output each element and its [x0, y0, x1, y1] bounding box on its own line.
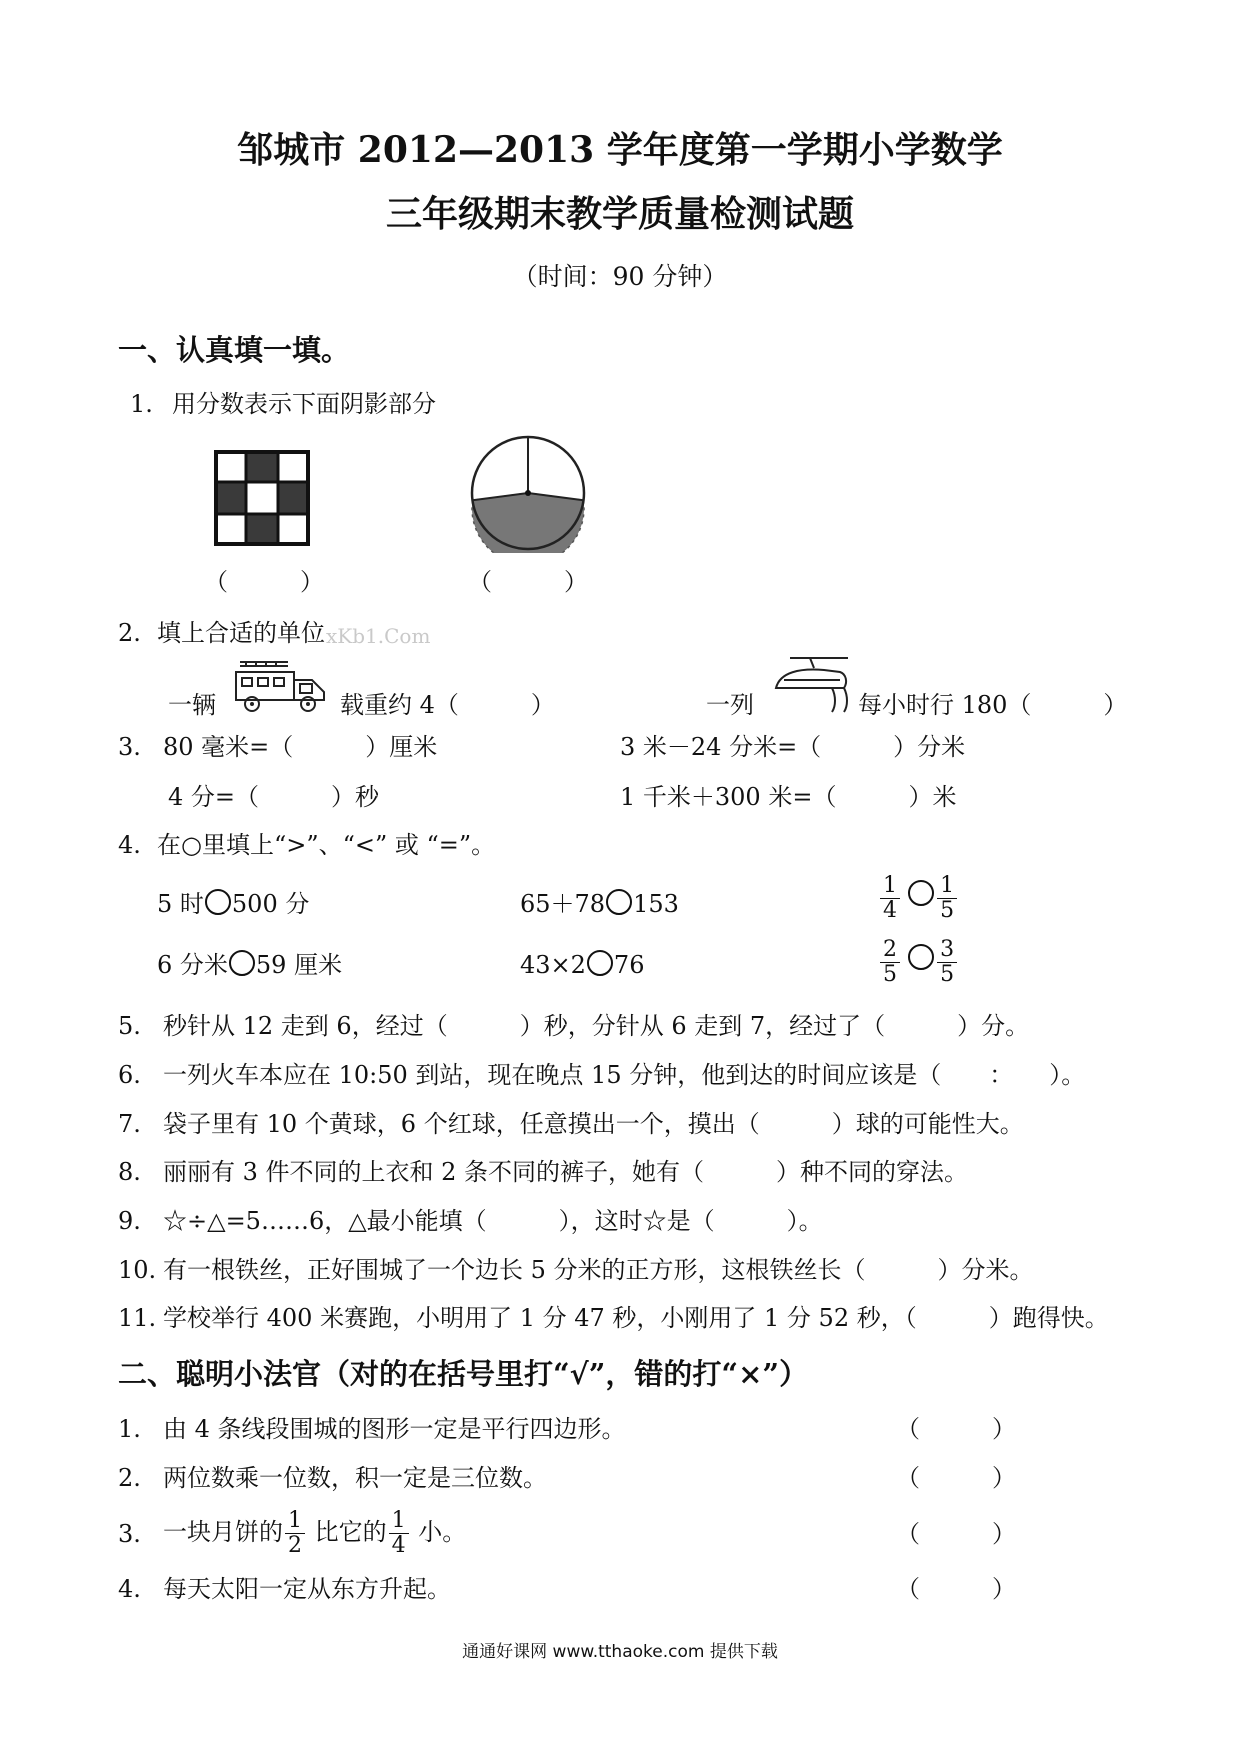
q4-r1b-right: 153 [633, 890, 679, 918]
q10-text: 有一根铁丝，正好围城了一个边长 5 分米的正方形，这根铁丝长（ ）分米。 [163, 1256, 1034, 1284]
s2-q3-text [163, 1505, 466, 1559]
q5-text: 秒针从 12 走到 6，经过（ ）秒，分针从 6 走到 7，经过了（ ）分。 [163, 1012, 1030, 1040]
s2-q3-number: 3. [118, 1520, 141, 1548]
fraction-denominator: 4 [391, 1533, 406, 1558]
q4-compare-3 [157, 950, 342, 980]
fire-truck-icon [232, 656, 332, 714]
q4-text: 在○里填上“>”、“<” 或 “=”。 [157, 831, 496, 859]
fraction-numerator: 1 [285, 1509, 305, 1534]
s2-q4-number: 4. [118, 1575, 141, 1603]
q4-r1a-left: 5 时 [157, 890, 204, 918]
fraction-denominator: 2 [288, 1533, 302, 1558]
s2-q2-number: 2. [118, 1464, 141, 1492]
fraction-denominator: 4 [883, 898, 897, 923]
q4-compare-2 [520, 889, 679, 919]
q2-left-pre: 一辆 [168, 691, 216, 719]
q9-text: ☆÷△=5……6，△最小能填（ ），这时☆是（ ）。 [163, 1207, 823, 1235]
q11-text: 学校举行 400 米赛跑，小明用了 1 分 47 秒，小刚用了 1 分 52 秒，（ ）跑得快。 [163, 1304, 1109, 1332]
q1-blank-left[interactable]: （ ） [204, 568, 324, 596]
q3-c: 4 分=（ ）秒 [168, 783, 380, 811]
q4-compare-1 [157, 889, 309, 919]
title-line-1: 邹城市 2012—2013 学年度第一学期小学数学 [237, 129, 1003, 171]
q2-text: 填上合适的单位 [157, 619, 325, 647]
compare-circle[interactable] [606, 889, 632, 915]
s2-q4-answer-blank[interactable]: （ ） [896, 1575, 1016, 1603]
fraction-numerator: 2 [880, 938, 900, 963]
fraction-numerator: 1 [880, 874, 900, 899]
compare-circle[interactable] [908, 944, 934, 970]
fraction-denominator: 5 [940, 898, 955, 923]
section-1-heading: 一、认真填一填。 [118, 333, 351, 367]
q1-number: 1. [130, 390, 153, 418]
q3-number: 3. [118, 733, 141, 761]
q7-text: 袋子里有 10 个黄球，6 个红球，任意摸出一个，摸出（ ）球的可能性大。 [163, 1110, 1024, 1138]
time-note: （时间：90 分钟） [512, 262, 728, 291]
s2-q1-number: 1. [118, 1415, 141, 1443]
s2-q1-text: 由 4 条线段围城的图形一定是平行四边形。 [163, 1415, 626, 1443]
q1-text: 用分数表示下面阴影部分 [172, 390, 436, 418]
grid-figure [214, 450, 310, 546]
q4-number: 4. [118, 831, 141, 859]
q7-number: 7. [118, 1110, 141, 1138]
title-line-2: 三年级期末教学质量检测试题 [385, 193, 854, 235]
q6-number: 6. [118, 1061, 141, 1089]
q4-r2b-left: 43×2 [520, 951, 586, 979]
q6-text: 一列火车本应在 10:50 到站，现在晚点 15 分钟，他到达的时间应该是（ ： ）。 [163, 1061, 1086, 1089]
q11-number: 11. [118, 1304, 157, 1332]
q10-number: 10. [118, 1256, 157, 1284]
compare-circle[interactable] [229, 950, 255, 976]
fraction-denominator: 5 [940, 962, 955, 987]
q2-right-pre: 一列 [706, 691, 754, 719]
circle-figure [468, 433, 588, 553]
q4-r2b-right: 76 [613, 951, 645, 979]
q2-left-post: 载重约 4（ ） [340, 691, 555, 719]
q1-blank-right[interactable]: （ ） [468, 568, 588, 596]
s2-q3-mid: 比它的 [314, 1518, 387, 1546]
s2-q3-answer-blank[interactable]: （ ） [896, 1520, 1016, 1548]
q4-r1b-left: 65＋78 [520, 890, 606, 918]
compare-circle[interactable] [205, 889, 231, 915]
section-2-heading: 二、聪明小法官（对的在括号里打“√”，错的打“×”） [118, 1357, 809, 1391]
q3-d: 1 千米＋300 米=（ ）米 [620, 783, 957, 811]
q4-compare-fraction-2 [878, 938, 959, 987]
q4-r2a-right: 59 厘米 [255, 951, 343, 979]
fraction-denominator: 5 [883, 962, 897, 987]
q9-number: 9. [118, 1207, 141, 1235]
fraction-numerator: 1 [937, 874, 957, 899]
s2-q4-text: 每天太阳一定从东方升起。 [163, 1575, 451, 1603]
q8-number: 8. [118, 1158, 141, 1186]
q4-compare-fraction-1 [878, 874, 959, 923]
s2-q1-answer-blank[interactable]: （ ） [896, 1415, 1016, 1443]
watermark: xKb1.Com [326, 624, 431, 648]
footer-credit: 通通好课网 www.tthaoke.com 提供下载 [462, 1642, 778, 1662]
high-speed-train-icon [770, 654, 850, 714]
q3-b: 3 米－24 分米=（ ）分米 [620, 733, 966, 761]
q3-a: 80 毫米=（ ）厘米 [163, 733, 438, 761]
s2-q2-answer-blank[interactable]: （ ） [896, 1464, 1016, 1492]
fraction-numerator: 3 [937, 938, 957, 963]
q5-number: 5. [118, 1012, 141, 1040]
s2-q2-text: 两位数乘一位数，积一定是三位数。 [163, 1464, 547, 1492]
q2-number: 2. [118, 619, 141, 647]
compare-circle[interactable] [908, 880, 934, 906]
q4-r1a-right: 500 分 [231, 890, 310, 918]
q4-compare-4 [520, 950, 644, 980]
q2-right-post: 每小时行 180（ ） [858, 691, 1128, 719]
q4-r2a-left: 6 分米 [157, 951, 228, 979]
compare-circle[interactable] [587, 950, 613, 976]
s2-q3-pre: 一块月饼的 [163, 1518, 283, 1546]
fraction-numerator: 1 [389, 1509, 409, 1534]
s2-q3-post: 小。 [418, 1518, 467, 1546]
q8-text: 丽丽有 3 件不同的上衣和 2 条不同的裤子，她有（ ）种不同的穿法。 [163, 1158, 969, 1186]
